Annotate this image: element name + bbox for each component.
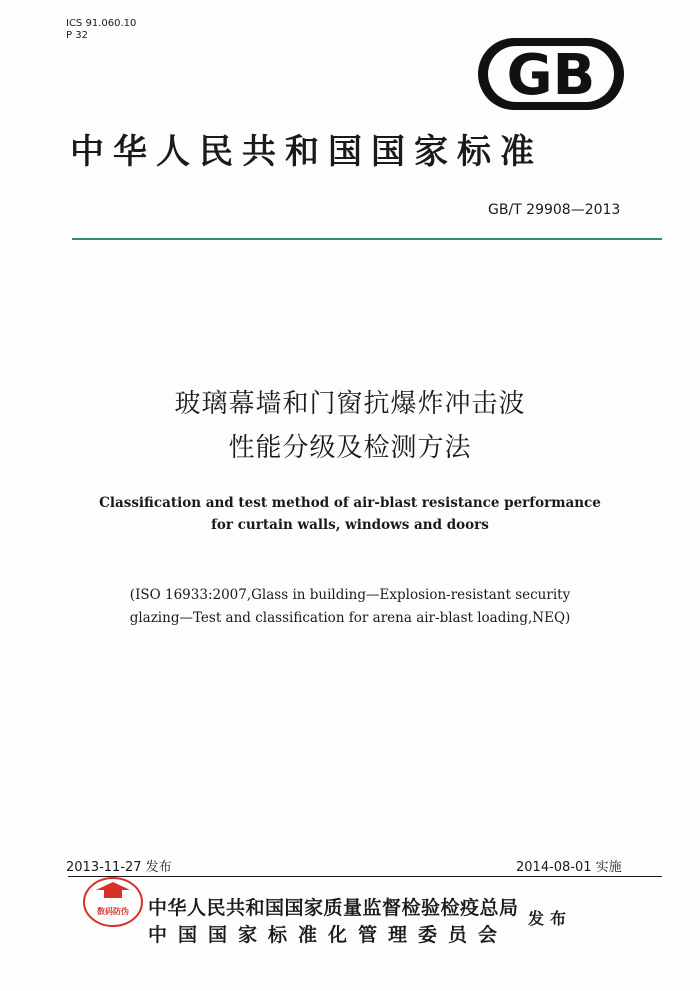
standard-number: GB/T 29908—2013 <box>488 202 621 218</box>
issuer-sac: 中国国家标准化管理委员会 <box>148 924 509 946</box>
ccs-number: P 32 <box>66 30 88 41</box>
gb-logo <box>476 34 626 114</box>
english-title-line-1: Classification and test method of air-blast resistance performance <box>99 495 601 511</box>
adoption-line-2: glazing—Test and classification for arena air-blast loading,NEQ) <box>129 610 571 626</box>
english-title <box>0 492 700 536</box>
ics-code <box>66 18 136 42</box>
chinese-title <box>0 382 700 470</box>
anti-counterfeit-seal-icon <box>82 876 144 928</box>
svg-text:数码防伪: 数码防伪 <box>97 907 129 916</box>
adoption-line-1: (ISO 16933:2007,Glass in building—Explosion-resistant security <box>129 587 571 603</box>
standard-organization: 中华人民共和国国家标准 <box>70 132 543 172</box>
ics-number: ICS 91.060.10 <box>66 18 137 29</box>
issuer-aqsiq: 中华人民共和国国家质量监督检验检疫总局 <box>148 897 519 919</box>
chinese-title-line-2: 性能分级及检测方法 <box>228 433 472 463</box>
implementation-date: 2014-08-01 实施 <box>516 860 622 875</box>
publish-label: 发布 <box>528 909 573 928</box>
issue-date: 2013-11-27 发布 <box>66 860 172 875</box>
english-title-line-2: for curtain walls, windows and doors <box>211 517 489 533</box>
header-divider <box>72 238 662 240</box>
footer-divider <box>68 876 662 877</box>
adoption-note <box>0 584 700 630</box>
svg-text:GB: GB <box>506 43 596 108</box>
chinese-title-line-1: 玻璃幕墙和门窗抗爆炸冲击波 <box>174 389 526 419</box>
